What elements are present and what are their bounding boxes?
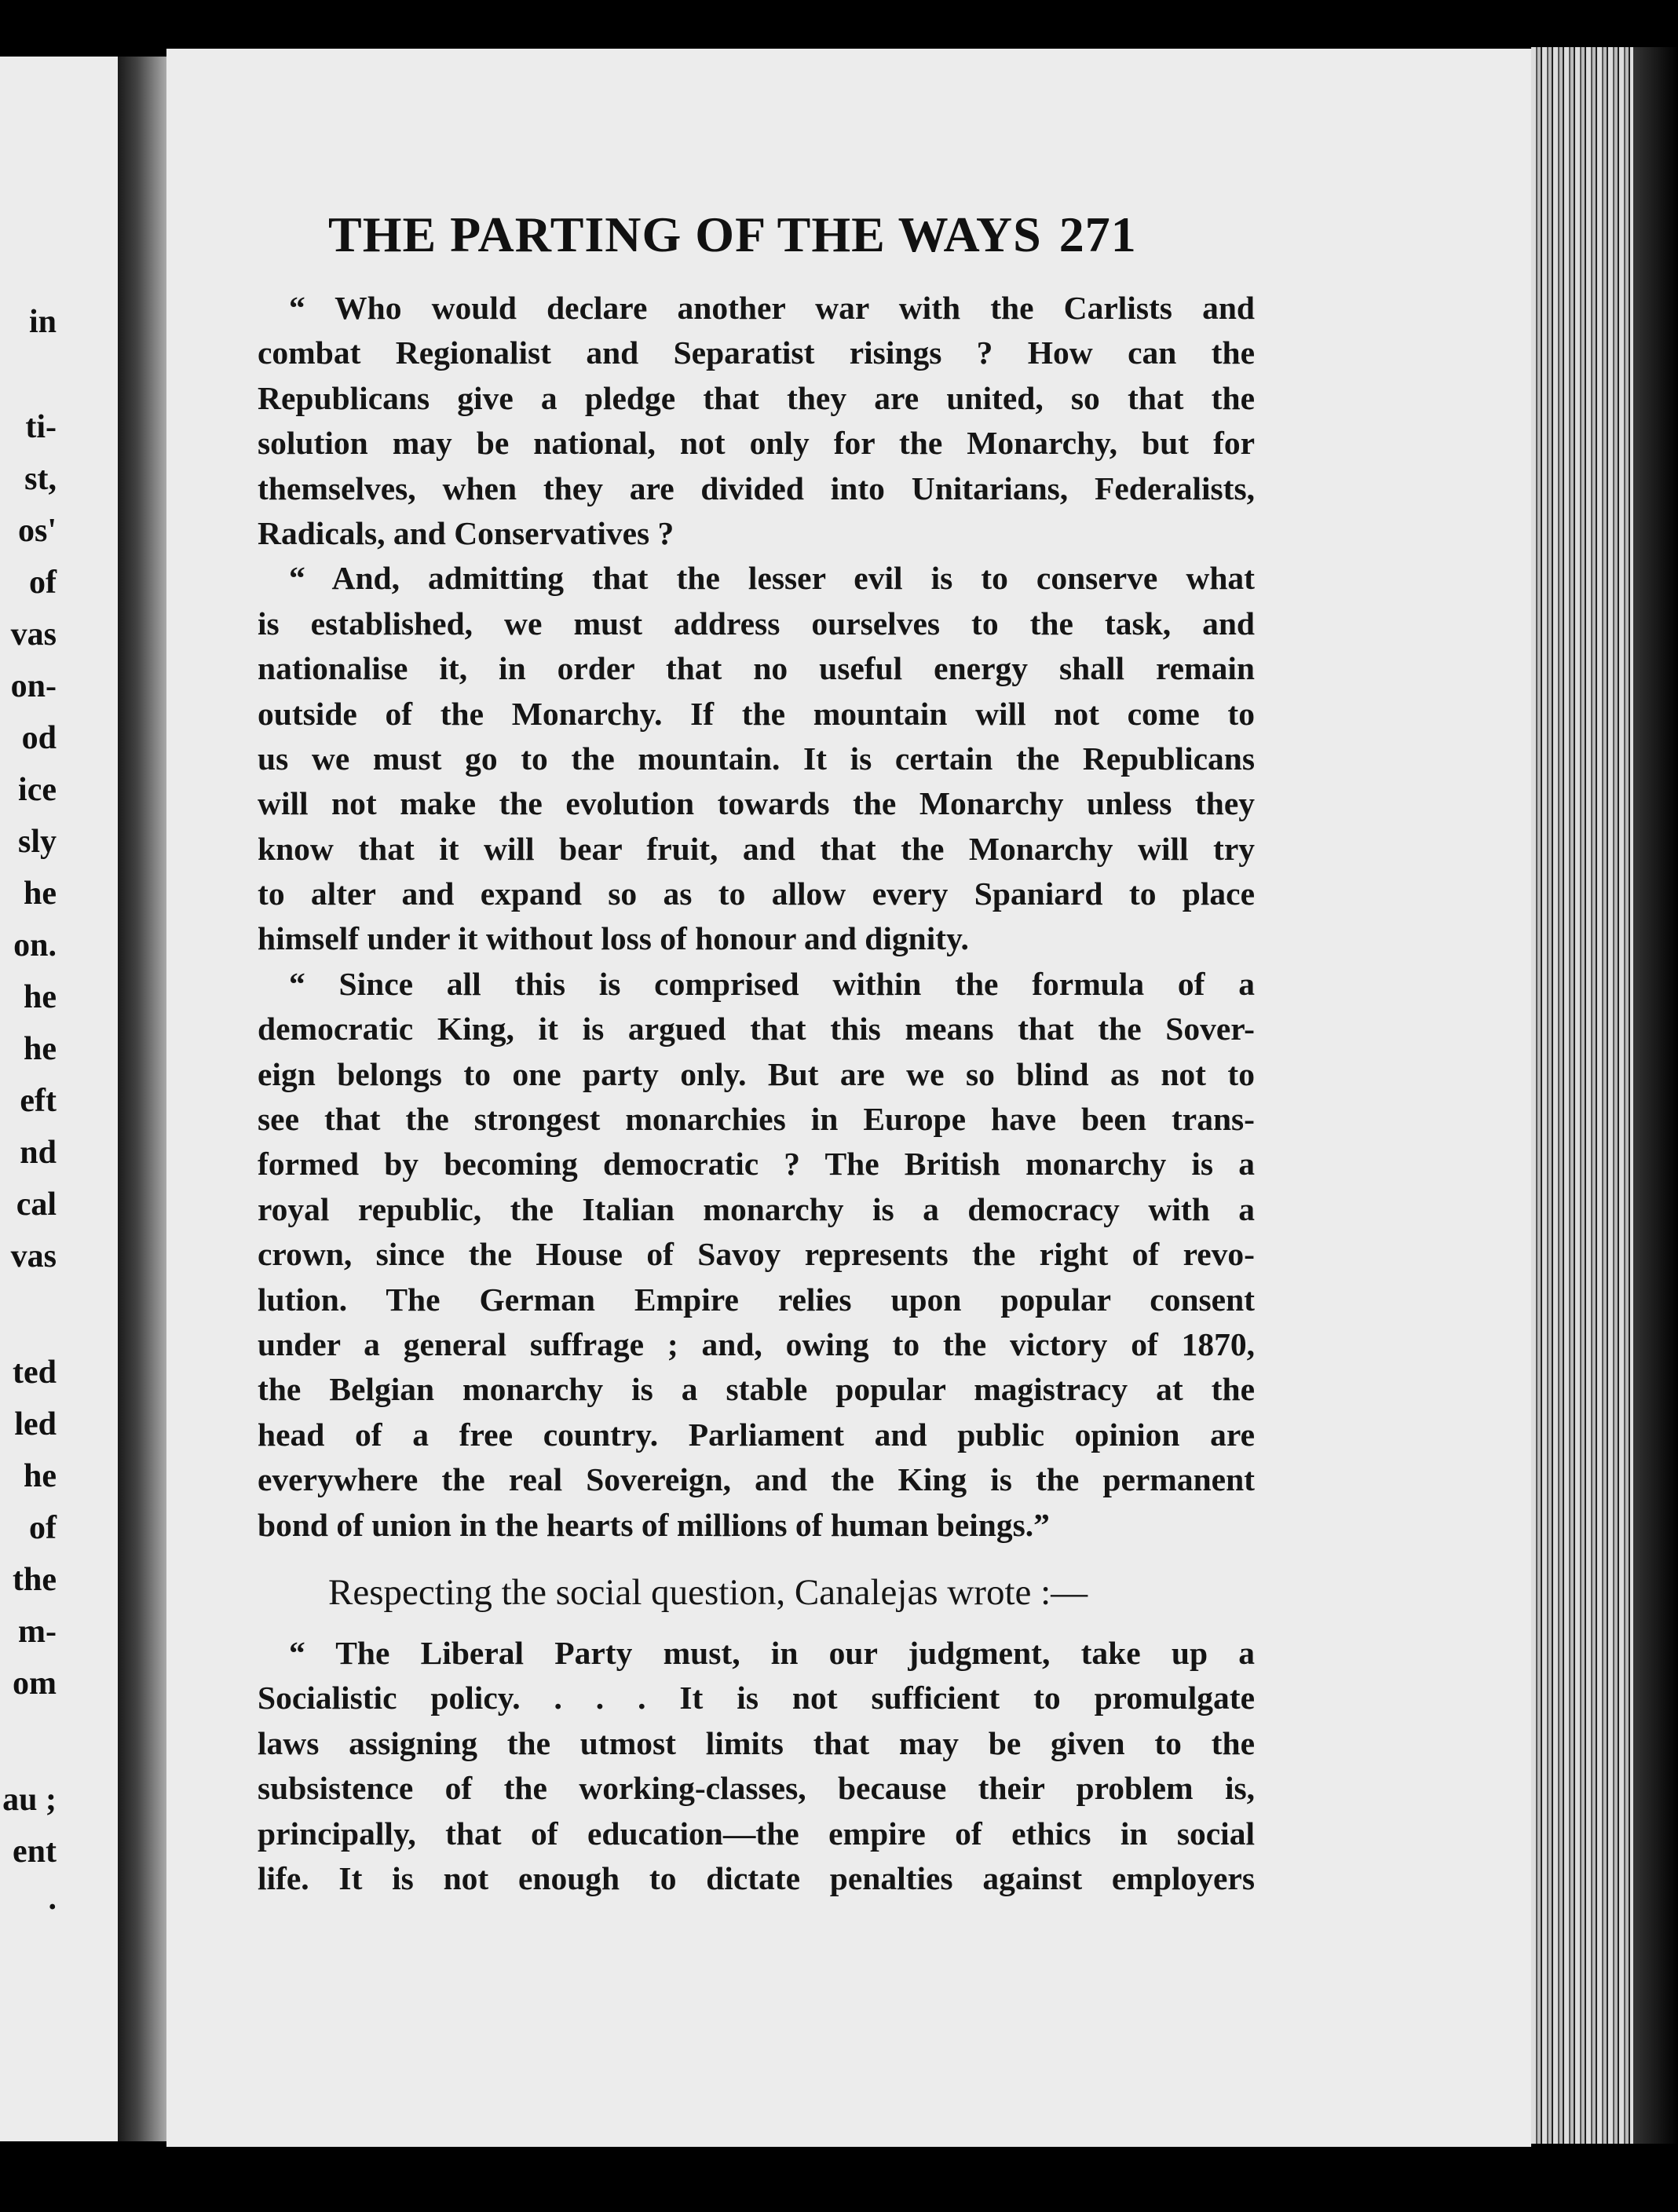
left-fragment: ti- xyxy=(25,409,57,445)
left-fragment: he xyxy=(24,876,57,912)
paragraph xyxy=(258,1631,1255,1901)
text-line: formed by becoming democratic ? The British monarchy is a xyxy=(258,1146,1255,1183)
text-line: “ Since all this is comprised within the formula of a xyxy=(289,965,1255,1002)
text-line: will not make the evolution towards the Monarchy unless they xyxy=(258,785,1255,822)
text-line: the Belgian monarchy is a stable popular magistracy at the xyxy=(258,1371,1255,1408)
text-line: bond of union in the hearts of millions of human beings.” xyxy=(258,1506,1050,1543)
text-line: everywhere the real Sovereign, and the King is the permanent xyxy=(258,1461,1255,1498)
left-fragment: ted xyxy=(13,1355,57,1391)
left-fragment: he xyxy=(24,1458,57,1494)
text-line: himself under it without loss of honour and dignity. xyxy=(258,920,969,957)
text-line: “ And, admitting that the lesser evil is to conserve what xyxy=(289,560,1255,597)
left-fragment: in xyxy=(28,304,57,340)
running-head-title: THE PARTING OF THE WAYS xyxy=(328,207,1042,262)
left-fragment: the xyxy=(13,1562,57,1598)
left-fragment: led xyxy=(14,1406,57,1442)
text-line: Radicals, and Conservatives ? xyxy=(258,514,674,551)
text-line: know that it will bear fruit, and that the Monarchy will try xyxy=(258,830,1255,867)
binding-gutter xyxy=(118,57,166,2141)
previous-page-edge xyxy=(0,57,118,2141)
page-fore-edge-shadow xyxy=(1633,47,1678,2144)
text-line: combat Regionalist and Separatist risings ? How can the xyxy=(258,335,1255,371)
text-line: us we must go to the mountain. It is certain the Republicans xyxy=(258,740,1255,777)
text-line: solution may be national, not only for the Monarchy, but for xyxy=(258,425,1255,462)
running-head xyxy=(328,206,1245,264)
text-line: themselves, when they are divided into Unitarians, Federalists, xyxy=(258,470,1255,506)
left-fragment: m- xyxy=(18,1614,57,1650)
page-number: 271 xyxy=(1058,207,1137,262)
page-fore-edge xyxy=(1531,47,1633,2144)
left-fragment: he xyxy=(24,979,57,1015)
left-fragment: on. xyxy=(13,927,57,963)
text-line: is established, we must address ourselves to the task, and xyxy=(258,605,1255,642)
left-fragment: om xyxy=(13,1665,57,1702)
subheading: Respecting the social question, Canalejas wrote :— xyxy=(328,1571,1088,1613)
paragraph xyxy=(258,556,1255,962)
left-fragment: of xyxy=(29,565,57,601)
text-line: nationalise it, in order that no useful energy shall remain xyxy=(258,650,1255,687)
left-fragment: st, xyxy=(24,461,57,497)
text-line: lution. The German Empire relies upon popular consent xyxy=(258,1281,1255,1318)
text-line: Republicans give a pledge that they are united, so that the xyxy=(258,379,1255,416)
text-line: laws assigning the utmost limits that may be given to the xyxy=(258,1724,1255,1761)
text-line: Socialistic policy. . . . It is not sufficient to promulgate xyxy=(258,1680,1255,1717)
paragraph xyxy=(258,286,1255,556)
left-fragment: nd xyxy=(20,1135,57,1171)
text-line: under a general suffrage ; and, owing to the victory of 1870, xyxy=(258,1325,1255,1362)
left-fragment: eft xyxy=(20,1083,57,1119)
text-line: see that the strongest monarchies in Europe have been trans- xyxy=(258,1101,1255,1138)
left-fragment: cal xyxy=(16,1186,57,1223)
text-line: head of a free country. Parliament and public opinion are xyxy=(258,1416,1255,1453)
left-fragment: os' xyxy=(17,513,57,549)
left-fragment: ice xyxy=(18,772,57,808)
text-line: principally, that of education—the empire of ethics in social xyxy=(258,1815,1255,1852)
text-line: to alter and expand so as to allow every Spaniard to place xyxy=(258,876,1255,912)
paragraph xyxy=(258,962,1255,1548)
left-fragment: . xyxy=(48,1881,57,1917)
left-fragment: vas xyxy=(10,1238,57,1274)
left-fragment: od xyxy=(21,720,57,756)
left-fragment: he xyxy=(24,1031,57,1067)
left-fragment: vas xyxy=(10,616,57,653)
left-fragment: au ; xyxy=(2,1782,57,1818)
body-text xyxy=(258,286,1255,1901)
text-line: democratic King, it is argued that this means that the Sover- xyxy=(258,1011,1255,1048)
left-fragment: sly xyxy=(17,824,57,860)
text-line: subsistence of the working-classes, because their problem is, xyxy=(258,1770,1255,1807)
text-line: eign belongs to one party only. But are we so blind as not to xyxy=(258,1055,1255,1092)
text-line: outside of the Monarchy. If the mountain will not come to xyxy=(258,695,1255,732)
text-line: life. It is not enough to dictate penalties against employers xyxy=(258,1859,1255,1896)
text-line: royal republic, the Italian monarchy is a democracy with a xyxy=(258,1190,1255,1227)
left-fragment: of xyxy=(29,1510,57,1546)
text-line: crown, since the House of Savoy represents the right of revo- xyxy=(258,1236,1255,1273)
left-fragment: on- xyxy=(10,668,57,704)
text-line: “ Who would declare another war with the Carlists and xyxy=(289,290,1255,326)
left-fragment: ent xyxy=(13,1834,57,1870)
text-line: “ The Liberal Party must, in our judgment, take up a xyxy=(289,1634,1255,1671)
